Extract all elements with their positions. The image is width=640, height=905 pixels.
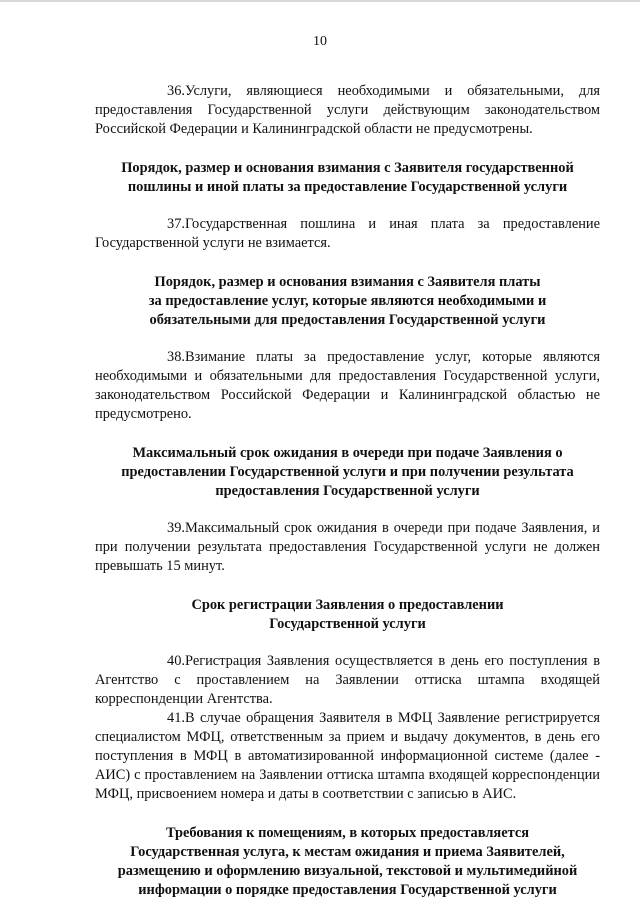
page-number: 10 xyxy=(313,34,327,49)
section-heading-line: обязательными для предоставления Государственной услуги xyxy=(149,312,546,328)
block-spacer xyxy=(95,576,600,596)
section-heading-line: Срок регистрации Заявления о предоставлении xyxy=(191,597,504,613)
paragraph-text: Государственная пошлина и иная плата за предоставление Государственной услуги не взимается. xyxy=(95,216,600,251)
section-heading-line: Порядок, размер и основания взимания с Заявителя платы xyxy=(154,274,541,290)
section-heading-line: Государственной услуги xyxy=(269,616,426,632)
block-spacer xyxy=(95,424,600,444)
section-heading xyxy=(95,159,600,197)
numbered-paragraph xyxy=(95,215,600,253)
block-spacer xyxy=(95,139,600,159)
section-heading-line: предоставлении Государственной услуги и при получении результата xyxy=(121,464,574,480)
section-heading xyxy=(95,824,600,900)
paragraph-text: В случае обращения Заявителя в МФЦ Заявление регистрируется специалистом МФЦ, ответственным за прием и выдачу документов, в день его поступления в МФЦ в автоматизированной информационной системе (далее - АИС) с проставлением на Заявлении оттиска штампа входящей корреспонденции МФЦ, присвоением номера и даты в соответствии с записью в АИС. xyxy=(95,710,600,802)
numbered-paragraph xyxy=(95,82,600,139)
section-heading-line: Требования к помещениям, в которых предоставляется xyxy=(165,825,530,841)
paragraph-number: 36. xyxy=(167,83,185,99)
section-heading-line: за предоставление услуг, которые являются необходимыми и xyxy=(148,293,547,309)
paragraph-number: 39. xyxy=(167,520,185,536)
section-heading-line: пошлины и иной платы за предоставление Государственной услуги xyxy=(127,179,568,195)
paragraph-text: Услуги, являющиеся необходимыми и обязательными, для предоставления Государственной услуги действующим законодательством Российской Федерации и Калининградской области не предусмотрены. xyxy=(95,83,600,137)
section-heading xyxy=(95,444,600,501)
page-top-edge xyxy=(0,0,640,2)
numbered-paragraph xyxy=(95,519,600,576)
paragraph-number: 41. xyxy=(167,710,185,726)
block-spacer xyxy=(95,634,600,652)
section-heading-line: Максимальный срок ожидания в очереди при подаче Заявления о xyxy=(132,445,563,461)
section-heading-line: Порядок, размер и основания взимания с Заявителя государственной xyxy=(121,160,574,176)
section-heading-line: информации о порядке предоставления Государственной услуги xyxy=(138,882,557,898)
section-heading-line: Государственная услуга, к местам ожидания и приема Заявителей, xyxy=(130,844,565,860)
block-spacer xyxy=(95,197,600,215)
paragraph-text: Максимальный срок ожидания в очереди при подаче Заявления, и при получении результата предоставления Государственной услуги не должен превышать 15 минут. xyxy=(95,520,600,574)
paragraph-number: 40. xyxy=(167,653,185,669)
block-spacer xyxy=(95,330,600,348)
paragraph-text: Регистрация Заявления осуществляется в день его поступления в Агентство с проставлением на Заявлении оттиска штампа входящей корреспонденции Агентства. xyxy=(95,653,600,707)
block-spacer xyxy=(95,804,600,824)
document-body xyxy=(95,82,600,900)
numbered-paragraph xyxy=(95,652,600,709)
numbered-paragraph xyxy=(95,348,600,424)
block-spacer xyxy=(95,253,600,273)
block-spacer xyxy=(95,501,600,519)
section-heading xyxy=(95,596,600,634)
section-heading xyxy=(95,273,600,330)
section-heading-line: предоставления Государственной услуги xyxy=(215,483,480,499)
paragraph-number: 37. xyxy=(167,216,185,232)
section-heading-line: размещению и оформлению визуальной, текстовой и мультимедийной xyxy=(117,863,578,879)
paragraph-text: Взимание платы за предоставление услуг, которые являются необходимыми и обязательными для предоставления Государственной услуги, законодательством Российской Федерации и Калининградской областью не предусмотрено. xyxy=(95,349,600,422)
numbered-paragraph xyxy=(95,709,600,804)
paragraph-number: 38. xyxy=(167,349,185,365)
